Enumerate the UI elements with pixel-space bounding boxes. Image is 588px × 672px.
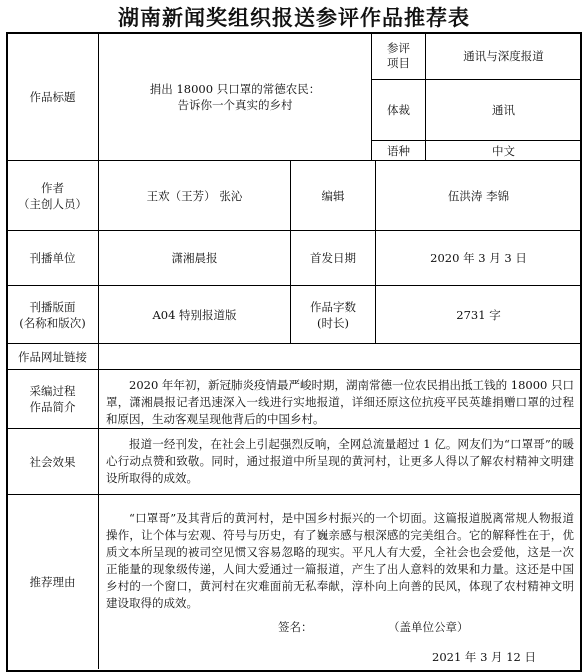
label-language: 语种 [387, 143, 410, 158]
label-effect: 社会效果 [29, 454, 76, 469]
value-page-layout: A04 特别报道版 [152, 307, 237, 322]
value-language: 中文 [492, 143, 515, 158]
label-publisher: 刊播单位 [29, 251, 76, 265]
label-url: 作品网址链接 [18, 349, 87, 364]
reason-text: “口罩哥”及其背后的黄河村，是中国乡村振兴的一个切面。这篇报道脱离常规人物报道操作，让个体与宏观、符号与历史，有了巍亲感与根深感的完美组合。它的解释性在于，优质文本所呈现的被司空见惯又容易忽略的现实。平凡人有大爱，全社会也会爱他，这是一次正能量的现象级传递，人间大爱通过一篇报道，产生了出人意料的效果和力量。这还是中国乡村的一个窗口，黄河村在灾难面前无私奉献，淳朴向上向善的民风，体现了农村精神文明建设取得的成效。 [106, 511, 574, 610]
label-entry-category: 参评 项目 [387, 41, 410, 70]
label-first-date: 首发日期 [310, 251, 356, 265]
value-publisher: 潇湘晨报 [171, 251, 218, 265]
sign-date: 2021 年 3 月 12 日 [432, 650, 536, 664]
label-page-layout: 刊播版面 (名称和版次) [19, 299, 86, 330]
label-author: 作者 （主创人员） [18, 180, 87, 211]
label-process: 采编过程 作品简介 [29, 384, 76, 414]
label-work-title: 作品标题 [29, 89, 76, 104]
value-url [99, 344, 581, 369]
label-reason: 推荐理由 [29, 575, 76, 589]
form-title: 湖南新闻奖组织报送参评作品推荐表 [118, 5, 470, 30]
value-word-count: 2731 字 [456, 307, 501, 322]
value-genre: 通讯 [492, 103, 515, 117]
process-text: 2020 年年初，新冠肺炎疫情最严峻时期，湖南常德一位农民捐出抵工钱的 18000 只口罩，潇湘晨报记者迅速深入一线进行实地报道，详细还原这位抗疫平民英雄捐赠口罩的过程和原因，生动客观呈现他背后的中国乡村。 [106, 378, 574, 426]
value-entry-category: 通讯与深度报道 [463, 49, 544, 63]
value-work-title: 捐出 18000 只口罩的常德农民： 告诉你一个真实的乡村 [149, 81, 321, 112]
effect-text: 报道一经刊发，在社会上引起强烈反响，全网总流量超过 1 亿。网友们为“口罩哥”的暖心行动点赞和致敬。同时，通过报道中所呈现的黄河村，让更多人得以了解农村精神文明建设所取得的成效。 [106, 437, 574, 485]
seal-label: （盖单位公章） [388, 620, 469, 634]
label-word-count: 作品字数 (时长) [310, 299, 356, 330]
value-first-date: 2020 年 3 月 3 日 [430, 251, 527, 265]
signature-label: 签名： [278, 620, 313, 634]
label-editor: 编辑 [321, 188, 345, 203]
value-editor: 伍洪涛 李锦 [447, 188, 510, 203]
value-author: 王欢（王芳） 张沁 [146, 188, 243, 203]
label-genre: 体裁 [387, 103, 410, 117]
